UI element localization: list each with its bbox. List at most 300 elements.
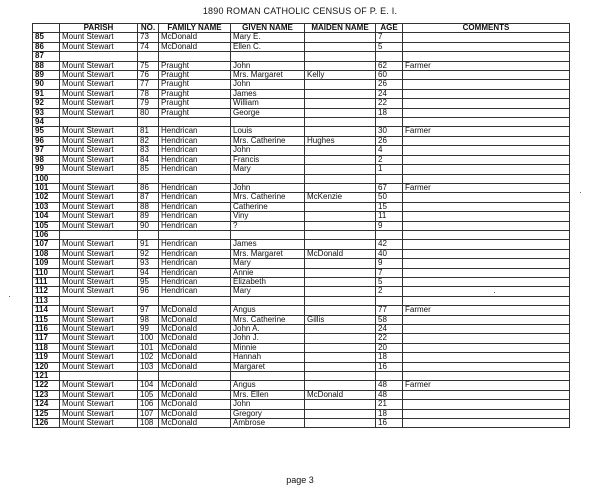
maiden-name-cell [305,409,376,418]
table-row [33,193,570,202]
row-number: 114 [33,306,60,315]
comments-cell [403,249,570,258]
table-row [33,89,570,98]
maiden-name-cell [305,334,376,343]
age-cell: 40 [376,249,403,258]
number-cell: 99 [138,325,159,334]
table-row [33,381,570,390]
row-number: 99 [33,165,60,174]
given-name-cell [231,118,305,127]
number-cell: 78 [138,89,159,98]
comments-cell [403,353,570,362]
age-cell [376,230,403,239]
parish-cell [60,118,138,127]
row-number-header [33,24,60,33]
family-name-cell: Hendrican [159,277,231,286]
age-cell: 9 [376,221,403,230]
header-row [33,24,570,33]
table-row [33,146,570,155]
age-cell: 2 [376,287,403,296]
row-number: 102 [33,193,60,202]
number-cell [138,174,159,183]
scan-speck [580,192,581,193]
parish-cell: Mount Stewart [60,287,138,296]
parish-cell: Mount Stewart [60,221,138,230]
given-name-cell: Annie [231,268,305,277]
number-cell: 107 [138,409,159,418]
age-cell: 18 [376,353,403,362]
family-name-cell [159,372,231,381]
table-row [33,249,570,258]
row-number: 125 [33,409,60,418]
comments-cell [403,33,570,42]
comments-header: COMMENTS [403,24,570,33]
comments-cell [403,212,570,221]
maiden-name-cell [305,381,376,390]
maiden-name-cell: Hughes [305,136,376,145]
parish-cell: Mount Stewart [60,183,138,192]
number-cell: 94 [138,268,159,277]
family-name-cell: Hendrican [159,193,231,202]
row-number: 85 [33,33,60,42]
family-name-cell: Hendrican [159,268,231,277]
comments-cell: Farmer [403,183,570,192]
parish-cell: Mount Stewart [60,165,138,174]
comments-cell [403,221,570,230]
age-cell: 22 [376,99,403,108]
row-number: 96 [33,136,60,145]
age-cell: 16 [376,419,403,428]
age-cell [376,118,403,127]
age-cell: 9 [376,259,403,268]
age-cell: 67 [376,183,403,192]
maiden-name-cell [305,296,376,305]
parish-cell: Mount Stewart [60,108,138,117]
comments-cell: Farmer [403,381,570,390]
maiden-name-cell [305,99,376,108]
table-row [33,259,570,268]
parish-cell: Mount Stewart [60,353,138,362]
comments-cell: Farmer [403,127,570,136]
parish-cell: Mount Stewart [60,277,138,286]
number-cell [138,52,159,61]
row-number: 98 [33,155,60,164]
table-row [33,174,570,183]
parish-cell: Mount Stewart [60,127,138,136]
table-row [33,353,570,362]
given-name-cell: Mrs. Catherine [231,315,305,324]
family-name-cell: McDonald [159,343,231,352]
parish-cell: Mount Stewart [60,33,138,42]
table-row [33,52,570,61]
row-number: 95 [33,127,60,136]
comments-cell [403,174,570,183]
maiden-name-cell [305,202,376,211]
parish-cell: Mount Stewart [60,334,138,343]
given-name-cell: John J. [231,334,305,343]
comments-cell [403,343,570,352]
age-cell: 24 [376,325,403,334]
row-number: 94 [33,118,60,127]
given-name-cell [231,372,305,381]
comments-cell [403,42,570,51]
number-cell: 84 [138,155,159,164]
comments-cell [403,419,570,428]
age-cell: 62 [376,61,403,70]
parish-cell: Mount Stewart [60,249,138,258]
number-cell: 73 [138,33,159,42]
comments-cell [403,80,570,89]
family-name-cell: Hendrican [159,221,231,230]
parish-cell: Mount Stewart [60,381,138,390]
comments-cell: Farmer [403,61,570,70]
table-row [33,230,570,239]
maiden-name-cell [305,108,376,117]
comments-cell [403,165,570,174]
number-cell: 92 [138,249,159,258]
comments-cell [403,118,570,127]
number-cell: 80 [138,108,159,117]
family-name-cell: McDonald [159,42,231,51]
maiden-name-cell [305,183,376,192]
number-cell: 103 [138,362,159,371]
age-cell: 15 [376,202,403,211]
row-number: 119 [33,353,60,362]
table-row [33,71,570,80]
given-name-cell [231,296,305,305]
table-row [33,240,570,249]
number-cell: 97 [138,306,159,315]
maiden-name-cell [305,240,376,249]
number-cell: 89 [138,212,159,221]
family-name-cell: McDonald [159,419,231,428]
row-number: 88 [33,61,60,70]
maiden-name-cell [305,33,376,42]
table-row [33,118,570,127]
row-number: 100 [33,174,60,183]
row-number: 106 [33,230,60,239]
family-name-cell: McDonald [159,381,231,390]
family-name-cell: McDonald [159,400,231,409]
family-name-cell: Hendrican [159,240,231,249]
maiden-name-cell [305,230,376,239]
table-row [33,390,570,399]
family-name-cell: Praught [159,99,231,108]
given-name-cell: Mary [231,287,305,296]
maiden-name-cell [305,287,376,296]
scan-speck [9,296,10,297]
comments-cell [403,71,570,80]
maiden-name-cell [305,400,376,409]
given-name-cell [231,174,305,183]
age-cell: 30 [376,127,403,136]
parish-cell: Mount Stewart [60,240,138,249]
row-number: 122 [33,381,60,390]
given-name-cell: Mrs. Margaret [231,249,305,258]
family-name-cell: Praught [159,89,231,98]
parish-cell: Mount Stewart [60,80,138,89]
table-row [33,325,570,334]
parish-cell: Mount Stewart [60,212,138,221]
number-cell: 85 [138,165,159,174]
table-row [33,221,570,230]
given-name-cell: George [231,108,305,117]
maiden-name-cell [305,419,376,428]
number-cell: 101 [138,343,159,352]
family-name-cell: McDonald [159,306,231,315]
given-name-cell: Mrs. Margaret [231,71,305,80]
comments-cell [403,259,570,268]
parish-cell: Mount Stewart [60,89,138,98]
comments-cell [403,136,570,145]
family-name-cell: McDonald [159,409,231,418]
given-name-cell: Elizabeth [231,277,305,286]
row-number: 116 [33,325,60,334]
family-name-cell: Praught [159,108,231,117]
comments-cell [403,146,570,155]
number-cell: 106 [138,400,159,409]
maiden-name-cell [305,52,376,61]
number-cell: 76 [138,71,159,80]
maiden-name-cell [305,165,376,174]
row-number: 121 [33,372,60,381]
maiden-name-cell [305,372,376,381]
number-header: NO. [138,24,159,33]
parish-cell: Mount Stewart [60,343,138,352]
family-name-cell: Hendrican [159,202,231,211]
comments-cell [403,155,570,164]
row-number: 92 [33,99,60,108]
row-number: 101 [33,183,60,192]
number-cell: 83 [138,146,159,155]
maiden-name-cell [305,42,376,51]
parish-cell: Mount Stewart [60,99,138,108]
comments-cell [403,409,570,418]
number-cell: 81 [138,127,159,136]
parish-cell: Mount Stewart [60,419,138,428]
number-cell: 96 [138,287,159,296]
given-name-cell [231,52,305,61]
table-row [33,306,570,315]
parish-cell: Mount Stewart [60,315,138,324]
family-name-cell [159,296,231,305]
age-cell: 18 [376,409,403,418]
table-row [33,136,570,145]
given-name-cell: Viny [231,212,305,221]
table-row [33,372,570,381]
maiden-name-cell [305,259,376,268]
comments-cell: Farmer [403,306,570,315]
row-number: 113 [33,296,60,305]
comments-cell [403,390,570,399]
number-cell: 91 [138,240,159,249]
family-name-cell: Hendrican [159,127,231,136]
age-cell: 48 [376,390,403,399]
row-number: 107 [33,240,60,249]
table-row [33,409,570,418]
comments-cell [403,240,570,249]
parish-cell [60,372,138,381]
family-name-cell: Praught [159,80,231,89]
age-cell: 16 [376,362,403,371]
row-number: 120 [33,362,60,371]
maiden-name-cell [305,127,376,136]
age-cell: 26 [376,136,403,145]
comments-cell [403,372,570,381]
row-number: 104 [33,212,60,221]
number-cell: 77 [138,80,159,89]
table-row [33,400,570,409]
age-cell: 11 [376,212,403,221]
table-row [33,315,570,324]
given-name-cell: Ambrose [231,419,305,428]
row-number: 103 [33,202,60,211]
table-row [33,99,570,108]
page-title: 1890 ROMAN CATHOLIC CENSUS OF P. E. I. [202,6,398,16]
comments-cell [403,202,570,211]
family-name-cell [159,118,231,127]
row-number: 86 [33,42,60,51]
age-cell: 20 [376,343,403,352]
age-cell: 7 [376,33,403,42]
parish-cell: Mount Stewart [60,193,138,202]
maiden-name-cell [305,212,376,221]
table-row [33,343,570,352]
number-cell: 86 [138,183,159,192]
maiden-name-cell: McKenzie [305,193,376,202]
table-row [33,155,570,164]
maiden-name-cell: Kelly [305,71,376,80]
age-cell: 50 [376,193,403,202]
number-cell [138,296,159,305]
parish-cell: Mount Stewart [60,136,138,145]
given-name-cell: Mary [231,165,305,174]
comments-cell [403,230,570,239]
comments-cell [403,99,570,108]
age-cell: 77 [376,306,403,315]
number-cell [138,118,159,127]
parish-cell: Mount Stewart [60,71,138,80]
age-cell: 4 [376,146,403,155]
given-name-cell: James [231,240,305,249]
given-name-cell: Francis [231,155,305,164]
given-name-cell: John [231,146,305,155]
age-cell: 22 [376,334,403,343]
given-name-cell: William [231,99,305,108]
comments-cell [403,296,570,305]
row-number: 111 [33,277,60,286]
parish-header: PARISH [60,24,138,33]
family-name-cell: McDonald [159,334,231,343]
family-name-cell [159,52,231,61]
comments-cell [403,325,570,334]
maiden-name-cell: McDonald [305,390,376,399]
table-row [33,277,570,286]
number-cell: 75 [138,61,159,70]
row-number: 109 [33,259,60,268]
comments-cell [403,400,570,409]
family-name-cell: McDonald [159,353,231,362]
number-cell: 87 [138,193,159,202]
parish-cell [60,52,138,61]
maiden-name-cell [305,118,376,127]
row-number: 97 [33,146,60,155]
census-body [33,33,570,428]
row-number: 123 [33,390,60,399]
table-row [33,127,570,136]
table-row [33,334,570,343]
parish-cell [60,296,138,305]
row-number: 91 [33,89,60,98]
maiden-name-cell: Gillis [305,315,376,324]
table-row [33,165,570,174]
number-cell: 105 [138,390,159,399]
maiden-name-cell [305,80,376,89]
maiden-name-cell [305,277,376,286]
maiden-name-cell [305,174,376,183]
table-row [33,362,570,371]
family-name-cell [159,230,231,239]
family-name-cell: Hendrican [159,146,231,155]
number-cell: 88 [138,202,159,211]
number-cell: 108 [138,419,159,428]
number-cell: 100 [138,334,159,343]
parish-cell: Mount Stewart [60,146,138,155]
number-cell: 102 [138,353,159,362]
row-number: 87 [33,52,60,61]
given-name-cell: John [231,80,305,89]
family-name-cell: Hendrican [159,165,231,174]
age-cell: 7 [376,268,403,277]
parish-cell: Mount Stewart [60,259,138,268]
parish-cell [60,174,138,183]
age-header: AGE [376,24,403,33]
age-cell: 1 [376,165,403,174]
number-cell: 98 [138,315,159,324]
given-name-cell: John [231,61,305,70]
number-cell: 79 [138,99,159,108]
given-name-cell: Mary [231,259,305,268]
table-row [33,287,570,296]
parish-cell: Mount Stewart [60,61,138,70]
family-name-cell: Hendrican [159,212,231,221]
comments-cell [403,268,570,277]
family-name-cell: McDonald [159,362,231,371]
family-name-cell: Hendrican [159,259,231,268]
number-cell [138,230,159,239]
given-name-cell: Louis [231,127,305,136]
census-table [32,23,570,428]
comments-cell [403,362,570,371]
parish-cell: Mount Stewart [60,268,138,277]
comments-cell [403,89,570,98]
given-name-cell: Margaret [231,362,305,371]
number-cell: 74 [138,42,159,51]
family-name-cell: Hendrican [159,287,231,296]
row-number: 124 [33,400,60,409]
age-cell: 21 [376,400,403,409]
given-name-cell: Ellen C. [231,42,305,51]
table-row [33,61,570,70]
row-number: 108 [33,249,60,258]
parish-cell: Mount Stewart [60,202,138,211]
maiden-name-cell [305,353,376,362]
number-cell [138,372,159,381]
table-row [33,80,570,89]
age-cell: 26 [376,80,403,89]
row-number: 90 [33,80,60,89]
table-row [33,202,570,211]
